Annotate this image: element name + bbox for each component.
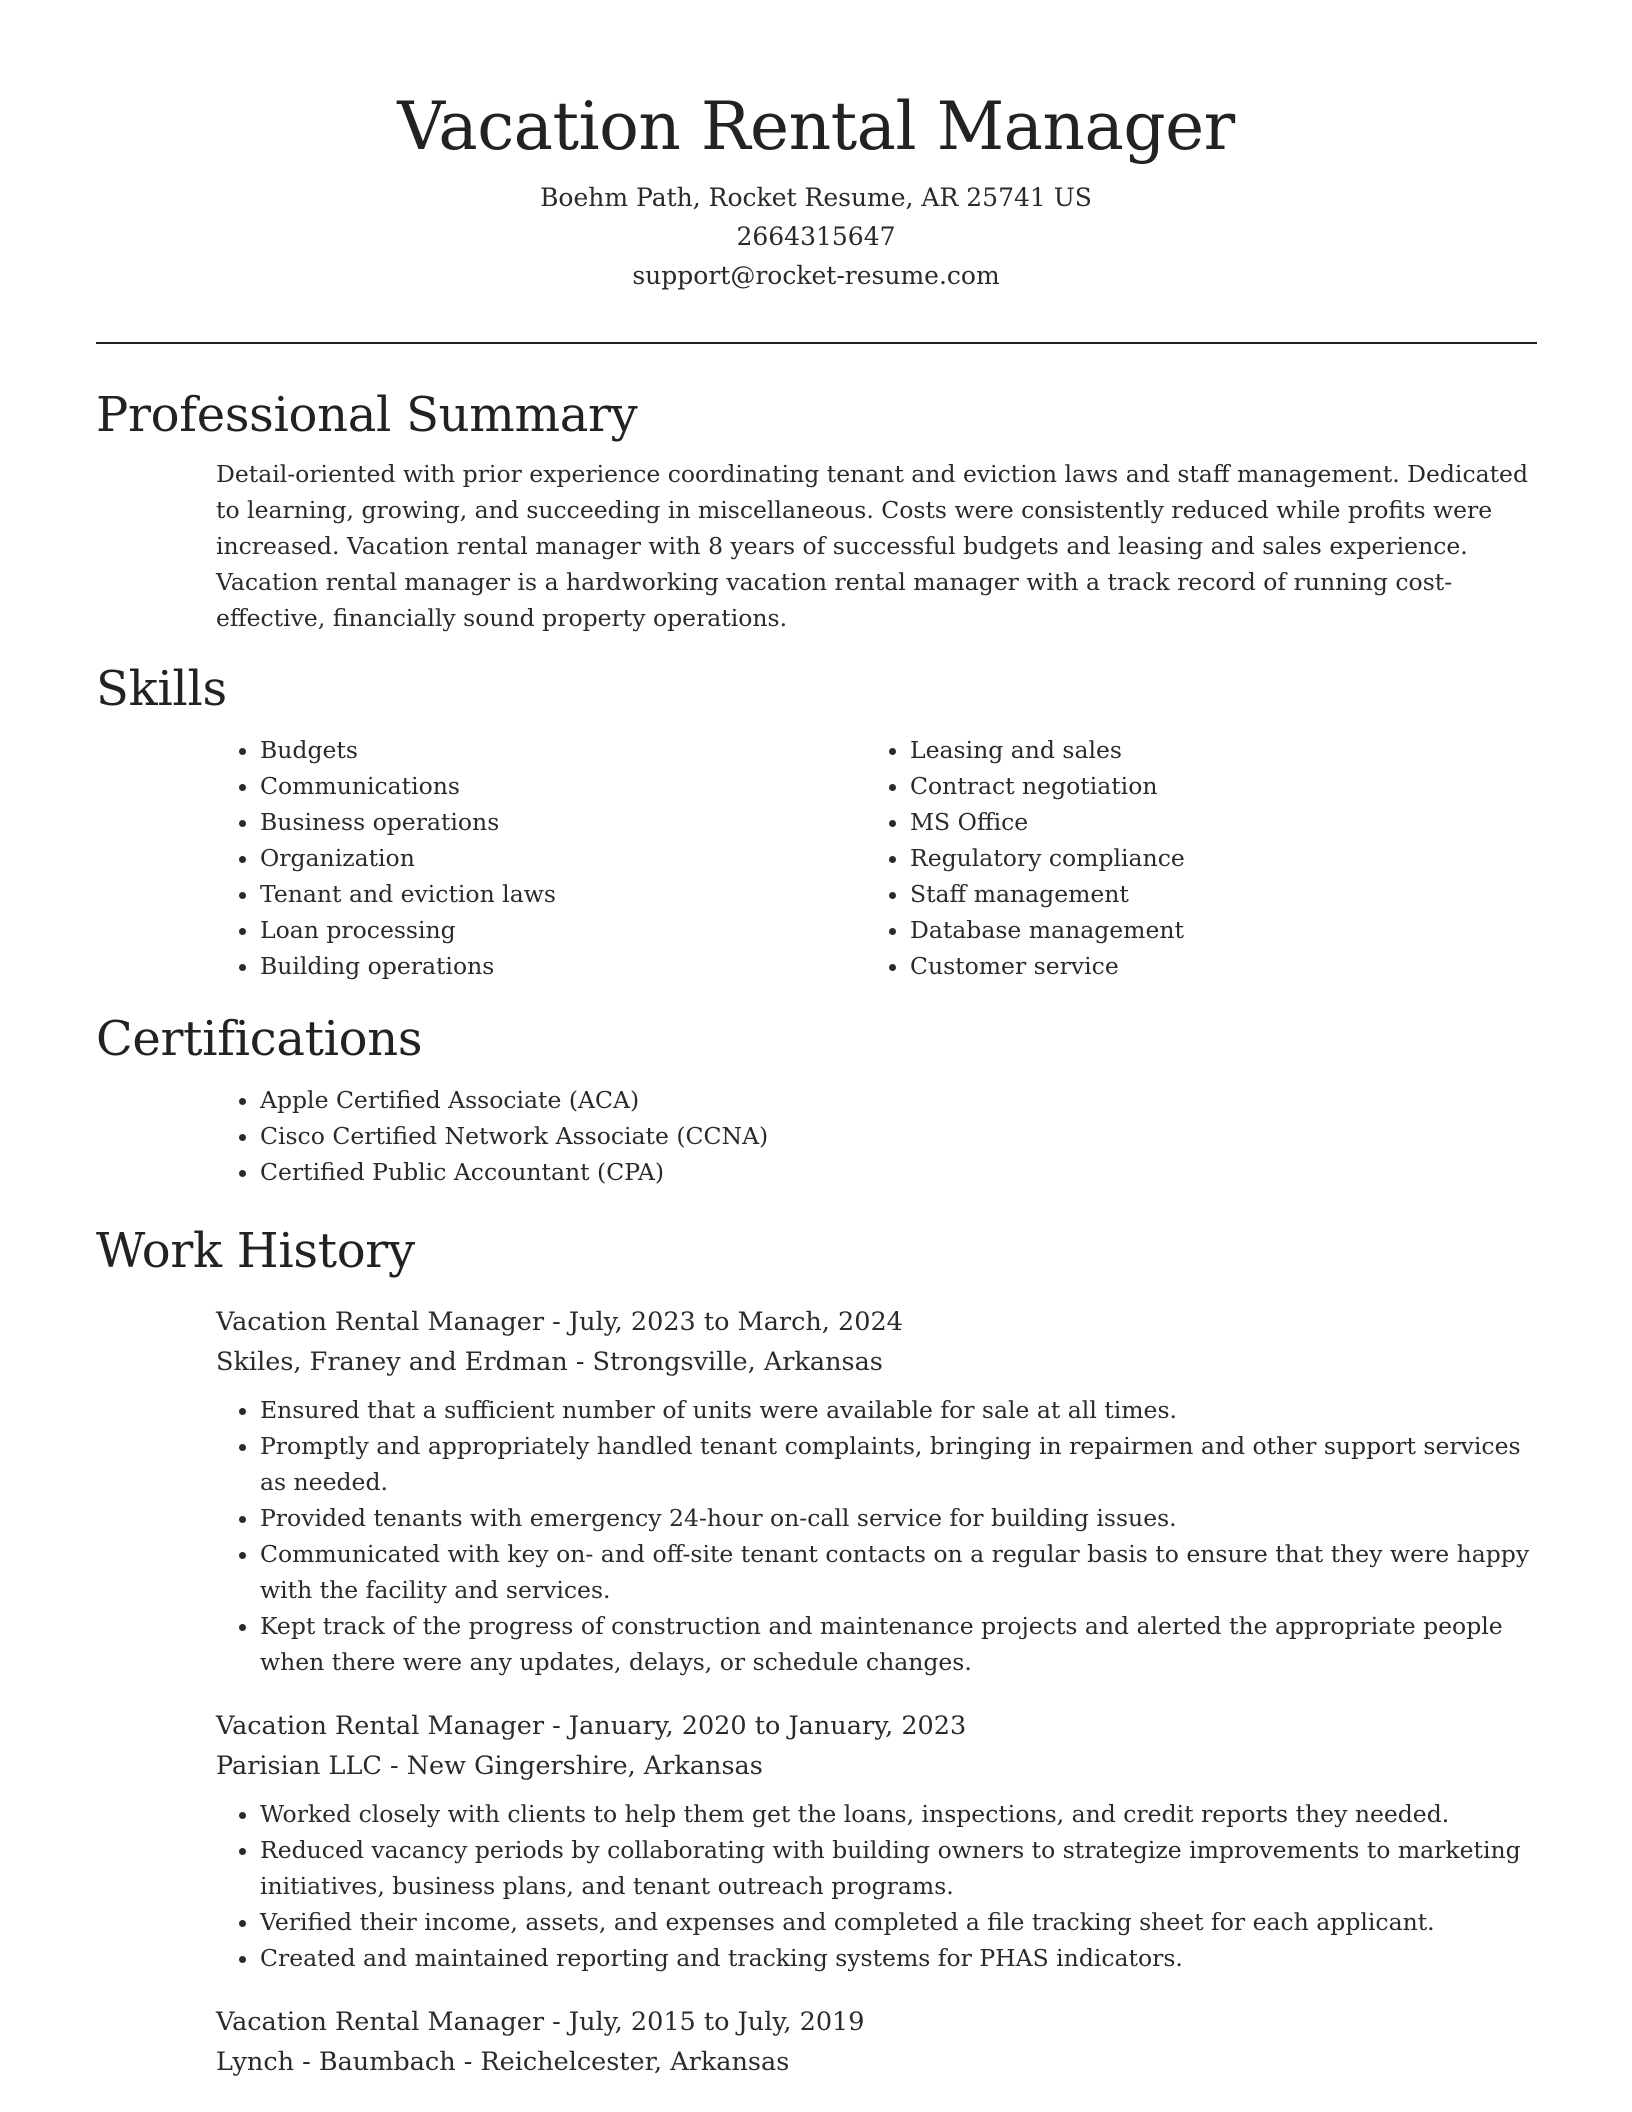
header-divider [96,342,1537,344]
certifications-list [216,1082,1537,1190]
certification-item: • Apple Certified Associate (ACA) [260,1082,1537,1118]
skill-item: • Business operations [260,804,866,840]
contact-email: support@rocket-resume.com [632,261,1000,290]
skills-section [96,652,1537,984]
contact-block [0,178,1632,295]
job-company-location: Lynch - Baumbach - Reichelcester, Arkansas [216,2047,790,2077]
job-duties-list [216,1392,1537,1680]
skill-item: • MS Office [910,804,1516,840]
job-duty: • Verified their income, assets, and expenses and completed a file tracking sheet for each applicant. [260,1904,1537,1940]
certifications-section [96,1002,1537,1190]
resume-header [0,82,1632,295]
skill-item: • Leasing and sales [910,732,1516,768]
skill-item: • Database management [910,912,1516,948]
job-duty: • Created and maintained reporting and tracking systems for PHAS indicators. [260,1940,1537,1976]
resume-body [96,378,1537,2082]
job-entry [216,2002,1537,2082]
work-history-heading: Work History [96,1223,415,1279]
skill-item: • Staff management [910,876,1516,912]
job-title-dates: Vacation Rental Manager - January, 2020 to January, 2023 [216,1711,967,1741]
skill-item: • Customer service [910,948,1516,984]
job-company-location: Parisian LLC - New Gingershire, Arkansas [216,1751,763,1781]
certification-item: • Certified Public Accountant (CPA) [260,1154,1537,1190]
skills-list-right [866,732,1516,984]
skill-item: • Loan processing [260,912,866,948]
summary-text: Detail-oriented with prior experience coordinating tenant and eviction laws and staff management. Dedicated to learning, growing, and succeeding in miscellaneous. Costs were consistently reduced while profits were increased. Vacation rental manager with 8 years of successful budgets and leasing and sales experience. Vacation rental manager is a hardworking vacation rental manager with a track record of running cost-effective, financially sound property operations. [216,460,1529,632]
skill-item: • Building operations [260,948,866,984]
contact-phone: 2664315647 [736,222,896,251]
summary-heading: Professional Summary [96,387,638,443]
job-duties-list [216,1796,1537,1976]
work-history-section [96,1214,1537,2082]
job-entry [216,1302,1537,1680]
skill-item: • Budgets [260,732,866,768]
skills-heading: Skills [96,661,227,717]
certification-item: • Cisco Certified Network Associate (CCNA) [260,1118,1537,1154]
skill-item: • Regulatory compliance [910,840,1516,876]
candidate-name: Vacation Rental Manager [397,88,1235,165]
certifications-heading: Certifications [96,1011,423,1067]
job-title-dates: Vacation Rental Manager - July, 2015 to July, 2019 [216,2007,865,2037]
job-duty: • Communicated with key on- and off-site tenant contacts on a regular basis to ensure that they were happy with the facility and services. [260,1536,1537,1608]
job-duty: • Provided tenants with emergency 24-hour on-call service for building issues. [260,1500,1537,1536]
job-duty: • Ensured that a sufficient number of units were available for sale at all times. [260,1392,1537,1428]
job-entry [216,1706,1537,1976]
job-company-location: Skiles, Franey and Erdman - Strongsville, Arkansas [216,1347,883,1377]
job-duty: • Kept track of the progress of construction and maintenance projects and alerted the appropriate people when there were any updates, delays, or schedule changes. [260,1608,1537,1680]
job-title-dates: Vacation Rental Manager - July, 2023 to March, 2024 [216,1307,903,1337]
job-duty: • Promptly and appropriately handled tenant complaints, bringing in repairmen and other support services as needed. [260,1428,1537,1500]
skill-item: • Communications [260,768,866,804]
job-duty: • Reduced vacancy periods by collaborating with building owners to strategize improvements to marketing initiatives, business plans, and tenant outreach programs. [260,1832,1537,1904]
skill-item: • Tenant and eviction laws [260,876,866,912]
skill-item: • Contract negotiation [910,768,1516,804]
skills-grid [216,732,1537,984]
contact-address: Boehm Path, Rocket Resume, AR 25741 US [540,183,1092,212]
job-duty: • Worked closely with clients to help them get the loans, inspections, and credit reports they needed. [260,1796,1537,1832]
skills-list-left [216,732,866,984]
summary-section [96,378,1537,636]
skill-item: • Organization [260,840,866,876]
